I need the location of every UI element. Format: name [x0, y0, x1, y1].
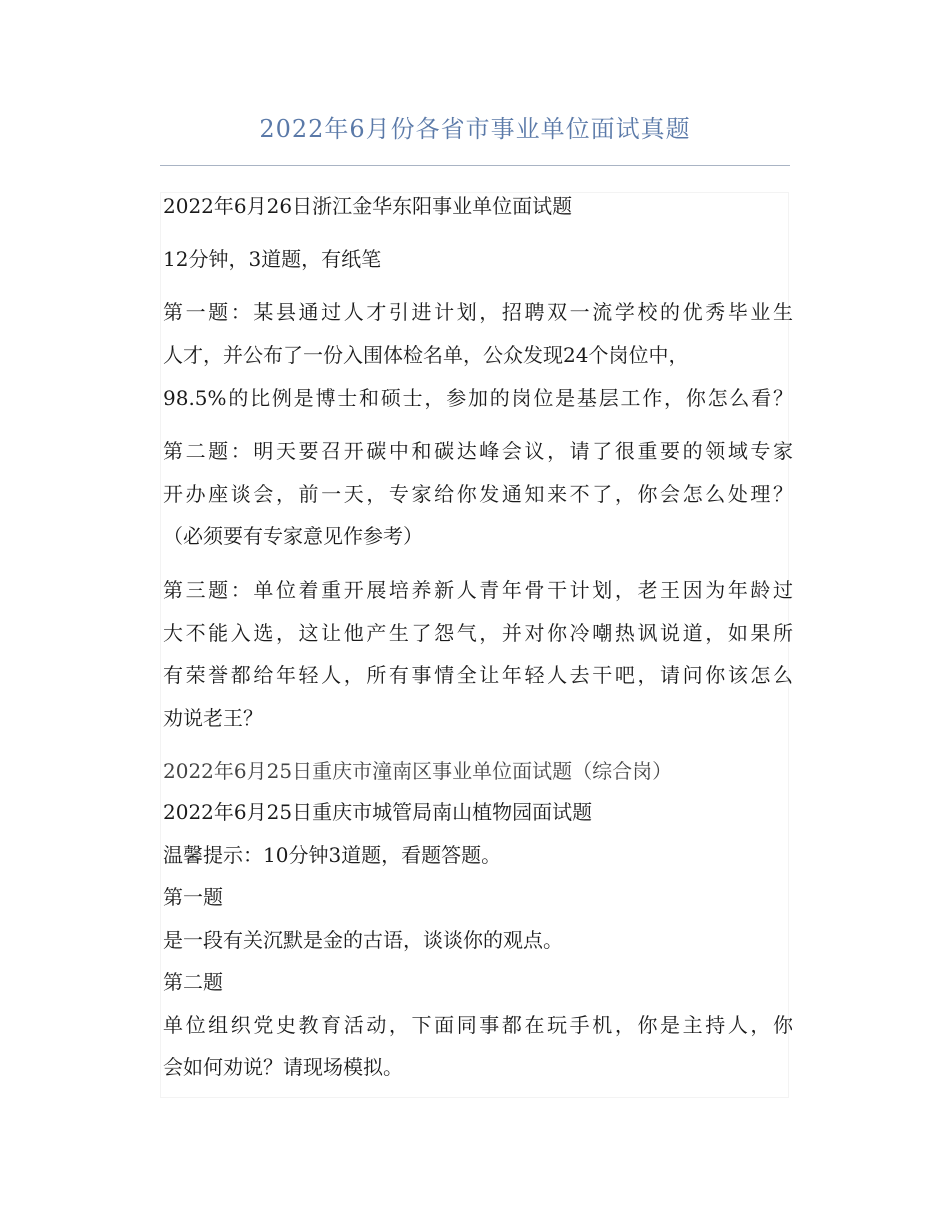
- question-2-line-3: （必须要有专家意见作参考）: [163, 524, 423, 548]
- question-1-line-2: 人才，并公布了一份入围体检名单，公众发现24个岗位中，: [163, 343, 689, 367]
- question-2-line-2: 开办座谈会，前一天，专家给你发通知来不了，你会怎么处理？: [163, 482, 793, 506]
- section-heading-dongyang: 2022年6月26日浙江金华东阳事业单位面试题: [163, 194, 573, 218]
- question-2-line-1: 第二题：明天要召开碳中和碳达峰会议，请了很重要的领域专家: [163, 439, 793, 463]
- page-title: 2022年6月份各省市事业单位面试真题: [259, 115, 691, 143]
- section-heading-tongnan: 2022年6月25日重庆市潼南区事业单位面试题（综合岗）: [163, 759, 673, 783]
- question-1-line-1: 第一题：某县通过人才引进计划，招聘双一流学校的优秀毕业生: [163, 300, 793, 324]
- question-1-line-3: 98.5%的比例是博士和硕士，参加的岗位是基层工作，你怎么看？: [163, 386, 793, 410]
- exam-info: 12分钟，3道题，有纸笔: [163, 247, 382, 271]
- question-text-2-line-1: 单位组织党史教育活动，下面同事都在玩手机，你是主持人，你: [163, 1013, 793, 1037]
- question-3-line-2: 大不能入选，这让他产生了怨气，并对你冷嘲热讽说道，如果所: [163, 621, 793, 645]
- section-heading-nanshan: 2022年6月25日重庆市城管局南山植物园面试题: [163, 800, 593, 824]
- question-3-line-1: 第三题：单位着重开展培养新人青年骨干计划，老王因为年龄过: [163, 578, 793, 602]
- exam-tip: 温馨提示：10分钟3道题，看题答题。: [163, 843, 502, 867]
- title-divider: [160, 165, 790, 166]
- question-text-1: 是一段有关沉默是金的古语，谈谈你的观点。: [163, 928, 563, 952]
- question-3-line-3: 有荣誉都给年轻人，所有事情全让年轻人去干吧，请问你该怎么: [163, 663, 793, 687]
- question-3-line-4: 劝说老王？: [163, 706, 263, 730]
- question-label-1: 第一题: [163, 885, 223, 909]
- question-label-2: 第二题: [163, 970, 223, 994]
- question-text-2-line-2: 会如何劝说？请现场模拟。: [163, 1055, 403, 1079]
